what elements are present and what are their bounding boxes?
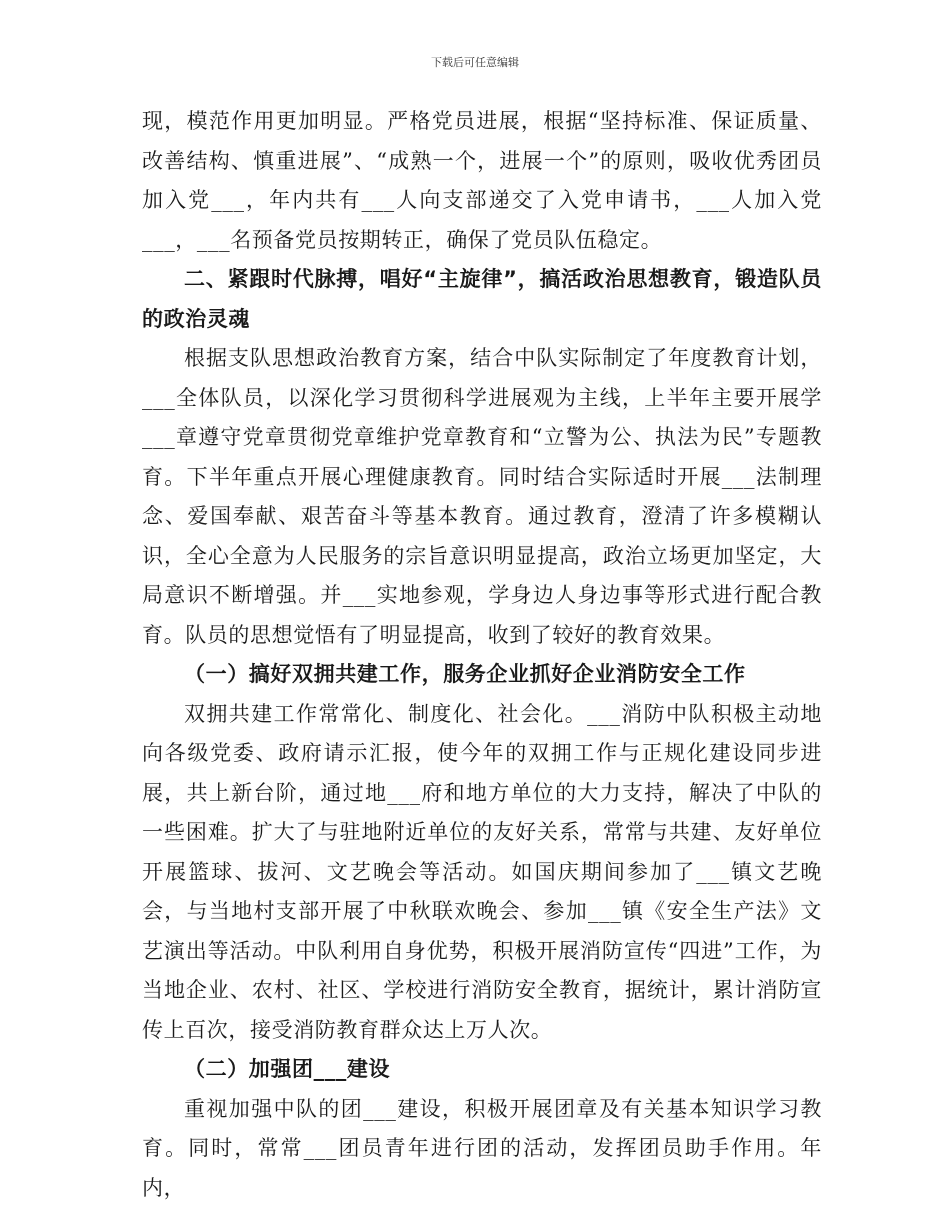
document-body (142, 102, 822, 1208)
subheading-dual-support: （一）搞好双拥共建工作，服务企业抓好企业消防安全工作 (184, 662, 746, 686)
page-header: 下载后可任意编辑 (431, 56, 519, 69)
subheading-league-building: （二）加强团___建设 (184, 1057, 391, 1081)
section-heading-political-education: 二、紧跟时代脉搏，唱好“主旋律”，搞活政治思想教育，锻造队员的政治灵魂 (142, 267, 822, 331)
paragraph-education-plan: 根据支队思想政治教育方案，结合中队实际制定了年度教育计划，___全体队员，以深化学习贯彻科学进展观为主线，上半年主要开展学___章遵守党章贯彻党章维护党章教育和“立警为公、执法为民”专题教育。下半年重点开展心理健康教育。同时结合实际适时开展___法制理念、爱国奉献、艰苦奋斗等基本教育。通过教育，澄清了许多模糊认识，全心全意为人民服务的宗旨意识明显提高，政治立场更加坚定，大局意识不断增强。并___实地参观，学身边人身边事等形式进行配合教育。队员的思想觉悟有了明显提高，收到了较好的教育效果。 (142, 346, 822, 647)
paragraph-party-members: 现，模范作用更加明显。严格党员进展，根据“坚持标准、保证质量、改善结构、慎重进展”、“成熟一个，进展一个”的原则，吸收优秀团员加入党___，年内共有___人向支部递交了入党申请书，___人加入党___，___名预备党员按期转正，确保了党员队伍稳定。 (142, 109, 822, 252)
paragraph-dual-support: 双拥共建工作常常化、制度化、社会化。___消防中队积极主动地向各级党委、政府请示汇报，使今年的双拥工作与正规化建设同步进展，共上新台阶，通过地___府和地方单位的大力支持，解决了中队的一些困难。扩大了与驻地附近单位的友好关系，常常与共建、友好单位开展篮球、拔河、文艺晚会等活动。如国庆期间参加了___镇文艺晚会，与当地村支部开展了中秋联欢晚会、参加___镇《安全生产法》文艺演出等活动。中队利用自身优势，积极开展消防宣传“四进”工作，为当地企业、农村、社区、学校进行消防安全教育，据统计，累计消防宣传上百次，接受消防教育群众达上万人次。 (142, 701, 822, 1042)
paragraph-league-building: 重视加强中队的团___建设，积极开展团章及有关基本知识学习教育。同时，常常___团员青年进行团的活动，发挥团员助手作用。年内， (142, 1096, 822, 1200)
